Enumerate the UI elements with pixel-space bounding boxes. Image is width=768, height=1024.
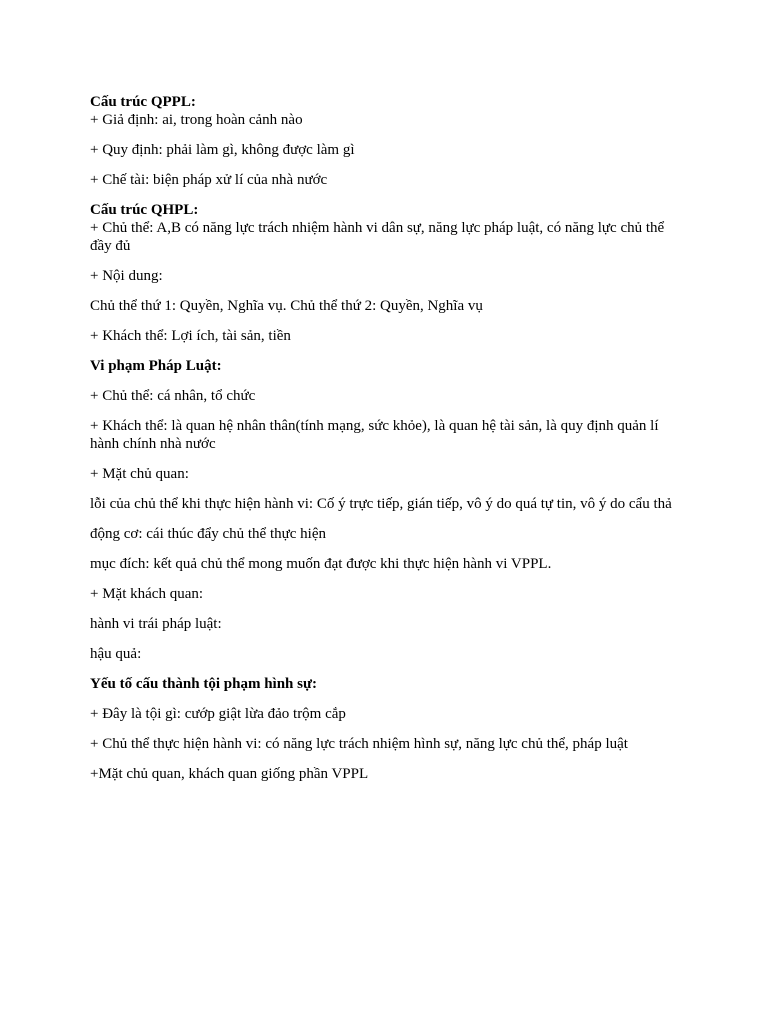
paragraph: + Chủ thể: cá nhân, tổ chức bbox=[90, 388, 256, 404]
paragraph: lỗi của chủ thể khi thực hiện hành vi: Cố ý trực tiếp, gián tiếp, vô ý do quá tự tin, vô ý do cẩu thả bbox=[90, 496, 672, 512]
paragraph: + Khách thể: Lợi ích, tài sản, tiền bbox=[90, 328, 291, 344]
paragraph: + Chủ thể: A,B có năng lực trách nhiệm hành vi dân sự, năng lực pháp luật, có năng lực chủ thể đầy đủ bbox=[90, 220, 665, 254]
paragraph: + Nội dung: bbox=[90, 268, 163, 284]
paragraph: + Quy định: phải làm gì, không được làm gì bbox=[90, 142, 355, 158]
paragraph: + Đây là tội gì: cướp giật lừa đảo trộm cắp bbox=[90, 706, 346, 722]
paragraph: + Mặt chủ quan: bbox=[90, 466, 189, 482]
paragraph: mục đích: kết quả chủ thể mong muốn đạt được khi thực hiện hành vi VPPL. bbox=[90, 556, 552, 572]
paragraph: +Mặt chủ quan, khách quan giống phần VPPL bbox=[90, 766, 369, 782]
paragraph: động cơ: cái thúc đẩy chủ thể thực hiện bbox=[90, 526, 326, 542]
paragraph: Chủ thể thứ 1: Quyền, Nghĩa vụ. Chủ thể thứ 2: Quyền, Nghĩa vụ bbox=[90, 298, 483, 314]
paragraph: + Chủ thể thực hiện hành vi: có năng lực trách nhiệm hình sự, năng lực chủ thể, pháp luật bbox=[90, 736, 628, 752]
paragraph: + Khách thể: là quan hệ nhân thân(tính mạng, sức khỏe), là quan hệ tài sản, là quy định quản lí hành chính nhà nước bbox=[90, 418, 659, 452]
paragraph: hành vi trái pháp luật: bbox=[90, 616, 222, 632]
section-title-qhpl: Cấu trúc QHPL: bbox=[90, 202, 199, 218]
paragraph: hậu quả: bbox=[90, 646, 142, 662]
section-title-crime-elements: Yếu tố cấu thành tội phạm hình sự: bbox=[90, 676, 317, 692]
paragraph: + Giả định: ai, trong hoàn cảnh nào bbox=[90, 112, 303, 128]
section-title-vppl: Vi phạm Pháp Luật: bbox=[90, 358, 222, 374]
section-title-qppl: Cấu trúc QPPL: bbox=[90, 94, 196, 110]
paragraph: + Mặt khách quan: bbox=[90, 586, 204, 602]
paragraph: + Chế tài: biện pháp xử lí của nhà nước bbox=[90, 172, 328, 188]
document-page bbox=[90, 93, 680, 783]
